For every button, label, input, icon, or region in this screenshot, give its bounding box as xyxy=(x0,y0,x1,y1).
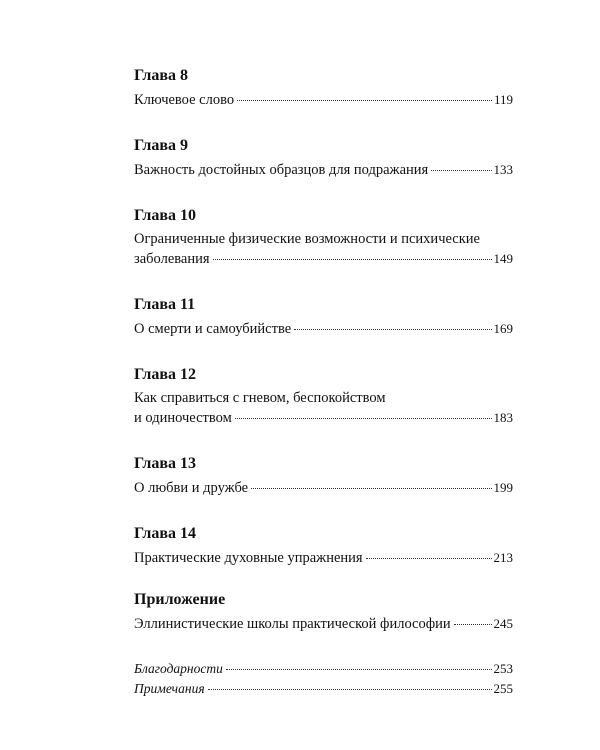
chapter-heading: Глава 12 xyxy=(134,366,196,383)
toc-appendix xyxy=(134,590,513,634)
toc-entry[interactable] xyxy=(134,90,513,110)
entry-title: О смерти и самоубийстве xyxy=(134,321,292,337)
page-number: 149 xyxy=(493,251,513,266)
page-number: 245 xyxy=(493,616,513,631)
entry-title: Ключевое слово xyxy=(134,92,235,108)
chapter-heading: Глава 8 xyxy=(134,67,188,84)
toc-entry[interactable] xyxy=(134,478,513,498)
toc-entry[interactable] xyxy=(134,230,513,269)
toc-entry-acknowledgements[interactable] xyxy=(134,659,513,679)
dot-leader xyxy=(226,669,492,670)
dot-leader xyxy=(366,558,492,559)
toc-chapter-8 xyxy=(134,66,513,110)
toc-chapter-12 xyxy=(134,365,513,428)
entry-title: Ограниченные физические возможности и психические xyxy=(134,231,480,247)
chapter-heading: Глава 14 xyxy=(134,525,196,542)
toc-entry[interactable] xyxy=(134,548,513,568)
toc-chapter-11 xyxy=(134,295,513,339)
chapter-heading: Глава 9 xyxy=(134,137,188,154)
entry-title: Как справиться с гневом, беспокойством xyxy=(134,390,386,406)
chapter-heading: Глава 11 xyxy=(134,296,196,313)
dot-leader xyxy=(237,100,492,101)
page-number: 119 xyxy=(493,92,513,107)
chapter-heading: Глава 10 xyxy=(134,207,196,224)
page-number: 253 xyxy=(493,661,513,676)
entry-title: О любви и дружбе xyxy=(134,480,249,496)
dot-leader xyxy=(251,488,491,489)
chapter-heading: Глава 13 xyxy=(134,455,196,472)
dot-leader xyxy=(294,329,491,330)
toc-entry[interactable] xyxy=(134,389,513,428)
dot-leader xyxy=(454,624,492,625)
table-of-contents xyxy=(134,66,513,699)
page-number: 213 xyxy=(493,550,513,565)
page-number: 183 xyxy=(493,410,513,425)
entry-title: Практические духовные упражнения xyxy=(134,550,363,566)
dot-leader xyxy=(208,689,492,690)
entry-title: Важность достойных образцов для подражания xyxy=(134,162,429,178)
toc-entry[interactable] xyxy=(134,160,513,180)
toc-entry[interactable] xyxy=(134,614,513,634)
entry-title: Благодарности xyxy=(134,661,223,676)
dot-leader xyxy=(235,418,492,419)
toc-chapter-14 xyxy=(134,524,513,568)
page-number: 133 xyxy=(493,162,513,177)
toc-entry-notes[interactable] xyxy=(134,679,513,699)
toc-entry[interactable] xyxy=(134,319,513,339)
entry-title: Эллинистические школы практической философии xyxy=(134,616,451,632)
dot-leader xyxy=(213,259,492,260)
toc-chapter-10 xyxy=(134,206,513,269)
toc-chapter-9 xyxy=(134,136,513,180)
page-number: 255 xyxy=(493,681,513,696)
entry-title: Примечания xyxy=(134,681,205,696)
page-number: 169 xyxy=(493,321,513,336)
entry-title-continued: заболевания xyxy=(134,251,210,267)
entry-title-continued: и одиночеством xyxy=(134,410,232,426)
toc-chapter-13 xyxy=(134,454,513,498)
appendix-heading: Приложение xyxy=(134,591,226,608)
dot-leader xyxy=(431,170,491,171)
page-number: 199 xyxy=(493,480,513,495)
toc-back-matter xyxy=(134,659,513,699)
